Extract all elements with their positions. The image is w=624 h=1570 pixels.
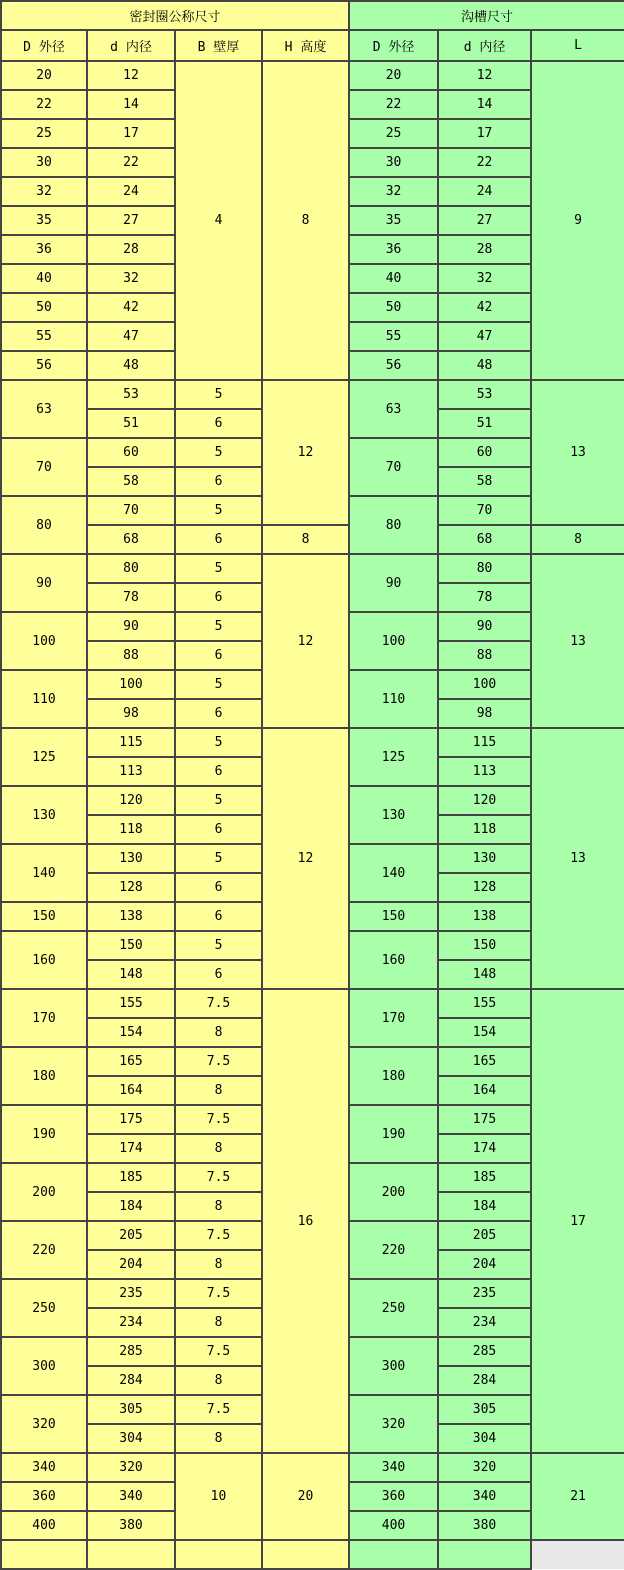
cell-seal-d-inner: 48 [87,351,175,380]
cell-seal-d-outer: 32 [1,177,87,206]
cell-groove-d-inner: 164 [438,1076,531,1105]
cell-seal-d-inner: 128 [87,873,175,902]
cell-seal-b-wall: 8 [175,1018,262,1047]
cell-seal-d-inner: 28 [87,235,175,264]
column-header-groove-d-outer: D 外径 [349,30,438,61]
cell-groove-d-inner: 27 [438,206,531,235]
cell-groove-d-inner: 174 [438,1134,531,1163]
cell-seal-d-inner: 100 [87,670,175,699]
cell-seal-d-outer: 320 [1,1395,87,1453]
cell-seal-d-outer: 180 [1,1047,87,1105]
cell-groove-d-outer: 40 [349,264,438,293]
cell-seal-d-outer: 30 [1,148,87,177]
cell-seal-b-wall: 7.5 [175,989,262,1018]
cell-seal-d-outer: 360 [1,1482,87,1511]
cell-seal-d-inner: 70 [87,496,175,525]
cell-groove-d-inner: 58 [438,467,531,496]
cell-seal-d-outer: 220 [1,1221,87,1279]
cell-groove-d-outer: 140 [349,844,438,902]
cell-groove-d-inner: 148 [438,960,531,989]
cell-seal-d-inner: 68 [87,525,175,554]
cell-groove-d-inner: 98 [438,699,531,728]
cell-groove-d-inner: 150 [438,931,531,960]
cell-seal-d-inner: 32 [87,264,175,293]
cell-groove-l: 13 [531,380,624,525]
cell-seal-d-inner: 204 [87,1250,175,1279]
cell-groove-d-inner: 100 [438,670,531,699]
cell-seal-h-height: 16 [262,989,349,1453]
cell-seal-d-inner: 22 [87,148,175,177]
cell-seal-d-inner: 80 [87,554,175,583]
cell-seal-d-inner: 320 [87,1453,175,1482]
cell-seal-d-inner: 88 [87,641,175,670]
cell-seal-b-wall: 5 [175,844,262,873]
cell-groove-d-outer: 160 [349,931,438,989]
cell-groove-d-inner: 32 [438,264,531,293]
cell-groove-d-outer: 32 [349,177,438,206]
cell-seal-d-inner: 155 [87,989,175,1018]
cell-seal-d-inner: 205 [87,1221,175,1250]
cell-seal-b-wall: 8 [175,1134,262,1163]
cell-seal-d-inner: 305 [87,1395,175,1424]
cell-seal-d-outer: 56 [1,351,87,380]
cell-seal-b-wall: 6 [175,525,262,554]
cell-seal-b-wall: 8 [175,1308,262,1337]
cell-seal-d-outer: 140 [1,844,87,902]
cell-groove-d-inner: 47 [438,322,531,351]
cell-seal-b-wall: 5 [175,554,262,583]
table-body [1,61,624,1569]
cell-seal-d-inner: 27 [87,206,175,235]
table-row [1,1540,624,1569]
cell-seal-d-inner: 98 [87,699,175,728]
cell-groove-d-inner: 234 [438,1308,531,1337]
cell-seal-d-outer: 40 [1,264,87,293]
title-row [1,1,624,30]
cell-seal-b-wall: 7.5 [175,1395,262,1424]
cell-groove-d-outer: 22 [349,90,438,119]
cell-seal-h-height: 12 [262,380,349,525]
cell-groove-d-inner: 304 [438,1424,531,1453]
cell-groove-d-outer: 130 [349,786,438,844]
cell-seal-d-inner: 148 [87,960,175,989]
cell-seal-d-inner: 42 [87,293,175,322]
cell-groove-l: 17 [531,989,624,1453]
cell-groove-d-inner: 42 [438,293,531,322]
cell-seal-d-inner: 174 [87,1134,175,1163]
cell-seal-d-outer: 35 [1,206,87,235]
left-table-title: 密封圈公称尺寸 [1,1,349,30]
cell-groove-d-outer [349,1540,438,1569]
cell-seal-b-wall: 5 [175,728,262,757]
cell-seal-d-inner: 165 [87,1047,175,1076]
cell-groove-d-inner: 60 [438,438,531,467]
cell-seal-b-wall: 5 [175,670,262,699]
cell-seal-d-inner: 51 [87,409,175,438]
cell-seal-d-inner: 340 [87,1482,175,1511]
cell-seal-b-wall: 8 [175,1076,262,1105]
cell-groove-d-inner: 340 [438,1482,531,1511]
cell-groove-d-inner: 285 [438,1337,531,1366]
cell-seal-b-wall: 7.5 [175,1105,262,1134]
cell-groove-l: 8 [531,525,624,554]
cell-groove-d-inner: 128 [438,873,531,902]
cell-seal-d-outer [1,1540,87,1569]
cell-seal-d-inner: 113 [87,757,175,786]
cell-seal-d-inner: 235 [87,1279,175,1308]
cell-seal-b-wall: 10 [175,1453,262,1540]
cell-seal-b-wall: 6 [175,757,262,786]
cell-seal-b-wall: 6 [175,873,262,902]
cell-groove-d-outer: 170 [349,989,438,1047]
cell-seal-b-wall: 8 [175,1424,262,1453]
right-table-title: 沟槽尺寸 [349,1,624,30]
table-row [1,989,624,1018]
cell-groove-d-inner: 90 [438,612,531,641]
cell-groove-l: 9 [531,61,624,380]
cell-groove-d-inner: 51 [438,409,531,438]
cell-groove-d-inner: 113 [438,757,531,786]
cell-seal-d-inner: 284 [87,1366,175,1395]
cell-groove-d-inner: 175 [438,1105,531,1134]
cell-seal-b-wall: 7.5 [175,1279,262,1308]
cell-groove-d-inner: 78 [438,583,531,612]
cell-seal-d-outer: 70 [1,438,87,496]
cell-seal-d-inner: 164 [87,1076,175,1105]
cell-groove-d-outer: 190 [349,1105,438,1163]
table-row [1,1453,624,1482]
cell-seal-b-wall: 4 [175,61,262,380]
cell-groove-d-outer: 55 [349,322,438,351]
cell-seal-h-height: 20 [262,1453,349,1540]
cell-groove-d-inner: 53 [438,380,531,409]
cell-seal-d-outer: 130 [1,786,87,844]
cell-seal-d-inner: 58 [87,467,175,496]
column-header-seal-d-outer: D 外径 [1,30,87,61]
cell-seal-d-inner: 150 [87,931,175,960]
cell-seal-d-inner: 380 [87,1511,175,1540]
cell-groove-d-inner: 120 [438,786,531,815]
cell-groove-d-outer: 70 [349,438,438,496]
cell-groove-l: 21 [531,1453,624,1540]
cell-seal-d-inner: 90 [87,612,175,641]
cell-seal-b-wall: 5 [175,380,262,409]
cell-seal-d-inner: 130 [87,844,175,873]
cell-seal-d-inner: 120 [87,786,175,815]
table-row [1,61,624,90]
cell-groove-d-inner: 68 [438,525,531,554]
cell-seal-d-outer: 36 [1,235,87,264]
cell-groove-d-inner: 17 [438,119,531,148]
cell-seal-d-outer: 63 [1,380,87,438]
cell-groove-d-inner: 235 [438,1279,531,1308]
cell-groove-d-outer: 220 [349,1221,438,1279]
cell-groove-d-outer: 80 [349,496,438,554]
cell-groove-d-outer: 250 [349,1279,438,1337]
cell-groove-d-outer: 125 [349,728,438,786]
cell-seal-d-outer: 250 [1,1279,87,1337]
cell-seal-h-height [262,1540,349,1569]
cell-seal-b-wall [175,1540,262,1569]
cell-groove-d-outer: 340 [349,1453,438,1482]
cell-groove-d-inner: 24 [438,177,531,206]
cell-seal-h-height: 8 [262,525,349,554]
cell-seal-b-wall: 7.5 [175,1337,262,1366]
cell-seal-d-inner: 53 [87,380,175,409]
cell-groove-d-outer: 30 [349,148,438,177]
cell-groove-d-inner: 138 [438,902,531,931]
cell-groove-d-inner: 320 [438,1453,531,1482]
cell-groove-d-inner: 88 [438,641,531,670]
cell-seal-d-outer: 100 [1,612,87,670]
column-header-groove-l: L [531,30,624,61]
cell-groove-d-outer: 300 [349,1337,438,1395]
cell-seal-b-wall: 5 [175,786,262,815]
column-header-row [1,30,624,61]
cell-seal-b-wall: 8 [175,1366,262,1395]
cell-seal-b-wall: 7.5 [175,1221,262,1250]
cell-seal-b-wall: 6 [175,815,262,844]
cell-groove-d-inner: 22 [438,148,531,177]
cell-seal-h-height: 12 [262,728,349,989]
cell-seal-b-wall: 8 [175,1192,262,1221]
cell-groove-d-inner: 184 [438,1192,531,1221]
cell-groove-d-inner: 205 [438,1221,531,1250]
column-header-groove-d-inner: d 内径 [438,30,531,61]
cell-seal-d-outer: 150 [1,902,87,931]
cell-groove-d-outer: 56 [349,351,438,380]
cell-groove-d-outer: 110 [349,670,438,728]
column-header-seal-h-height: H 高度 [262,30,349,61]
cell-seal-d-inner: 138 [87,902,175,931]
cell-groove-d-inner: 380 [438,1511,531,1540]
cell-groove-d-outer: 63 [349,380,438,438]
cell-seal-d-inner: 115 [87,728,175,757]
cell-groove-d-inner: 115 [438,728,531,757]
cell-groove-l: 13 [531,728,624,989]
cell-seal-d-inner: 234 [87,1308,175,1337]
column-header-seal-d-inner: d 内径 [87,30,175,61]
cell-seal-d-inner: 12 [87,61,175,90]
cell-seal-b-wall: 6 [175,467,262,496]
cell-seal-d-inner: 285 [87,1337,175,1366]
cell-groove-d-outer: 360 [349,1482,438,1511]
cell-seal-d-outer: 340 [1,1453,87,1482]
cell-groove-d-inner: 155 [438,989,531,1018]
cell-seal-d-inner: 47 [87,322,175,351]
table-row [1,525,624,554]
column-header-seal-b-wall: B 壁厚 [175,30,262,61]
cell-seal-b-wall: 8 [175,1250,262,1279]
cell-seal-d-outer: 25 [1,119,87,148]
cell-seal-d-outer: 125 [1,728,87,786]
cell-groove-d-outer: 180 [349,1047,438,1105]
cell-seal-d-inner: 118 [87,815,175,844]
cell-seal-d-outer: 400 [1,1511,87,1540]
cell-groove-d-inner: 305 [438,1395,531,1424]
table-row [1,380,624,409]
cell-seal-d-inner: 60 [87,438,175,467]
cell-groove-d-outer: 36 [349,235,438,264]
cell-seal-b-wall: 5 [175,612,262,641]
cell-seal-b-wall: 5 [175,438,262,467]
cell-seal-b-wall: 6 [175,583,262,612]
cell-seal-d-inner: 154 [87,1018,175,1047]
table-header [1,1,624,61]
cell-seal-b-wall: 6 [175,960,262,989]
cell-seal-d-inner [87,1540,175,1569]
cell-seal-d-outer: 160 [1,931,87,989]
cell-seal-b-wall: 7.5 [175,1047,262,1076]
cell-groove-l: 13 [531,554,624,728]
cell-groove-d-inner: 154 [438,1018,531,1047]
cell-seal-b-wall: 6 [175,409,262,438]
cell-groove-d-outer: 100 [349,612,438,670]
cell-seal-d-outer: 110 [1,670,87,728]
cell-seal-d-inner: 185 [87,1163,175,1192]
cell-seal-d-inner: 78 [87,583,175,612]
cell-seal-b-wall: 7.5 [175,1163,262,1192]
cell-seal-d-inner: 184 [87,1192,175,1221]
cell-groove-d-inner: 118 [438,815,531,844]
cell-groove-d-inner: 80 [438,554,531,583]
cell-groove-d-inner: 185 [438,1163,531,1192]
cell-groove-d-outer: 50 [349,293,438,322]
cell-groove-d-inner: 70 [438,496,531,525]
blank-cell [531,1540,624,1569]
cell-seal-b-wall: 6 [175,902,262,931]
cell-groove-d-outer: 150 [349,902,438,931]
cell-seal-d-outer: 190 [1,1105,87,1163]
cell-seal-b-wall: 5 [175,496,262,525]
cell-seal-d-outer: 90 [1,554,87,612]
table-row [1,728,624,757]
cell-groove-d-outer: 20 [349,61,438,90]
cell-groove-d-inner: 204 [438,1250,531,1279]
cell-seal-b-wall: 6 [175,641,262,670]
cell-seal-d-outer: 170 [1,989,87,1047]
cell-seal-d-outer: 22 [1,90,87,119]
cell-seal-b-wall: 6 [175,699,262,728]
cell-seal-d-outer: 300 [1,1337,87,1395]
cell-groove-d-inner [438,1540,531,1569]
cell-seal-d-inner: 175 [87,1105,175,1134]
cell-groove-d-outer: 90 [349,554,438,612]
cell-groove-d-outer: 320 [349,1395,438,1453]
cell-seal-d-outer: 20 [1,61,87,90]
cell-groove-d-inner: 14 [438,90,531,119]
cell-seal-h-height: 8 [262,61,349,380]
cell-seal-d-outer: 50 [1,293,87,322]
cell-groove-d-inner: 130 [438,844,531,873]
cell-seal-d-outer: 55 [1,322,87,351]
cell-seal-d-outer: 80 [1,496,87,554]
cell-seal-d-inner: 14 [87,90,175,119]
cell-seal-d-inner: 304 [87,1424,175,1453]
cell-groove-d-inner: 28 [438,235,531,264]
cell-seal-d-inner: 17 [87,119,175,148]
cell-seal-d-outer: 200 [1,1163,87,1221]
cell-seal-d-inner: 24 [87,177,175,206]
cell-groove-d-inner: 284 [438,1366,531,1395]
cell-seal-b-wall: 5 [175,931,262,960]
cell-groove-d-inner: 48 [438,351,531,380]
cell-groove-d-outer: 35 [349,206,438,235]
cell-groove-d-outer: 400 [349,1511,438,1540]
cell-groove-d-outer: 25 [349,119,438,148]
cell-groove-d-outer: 200 [349,1163,438,1221]
cell-seal-h-height: 12 [262,554,349,728]
table-row [1,554,624,583]
cell-groove-d-inner: 165 [438,1047,531,1076]
cell-groove-d-inner: 12 [438,61,531,90]
